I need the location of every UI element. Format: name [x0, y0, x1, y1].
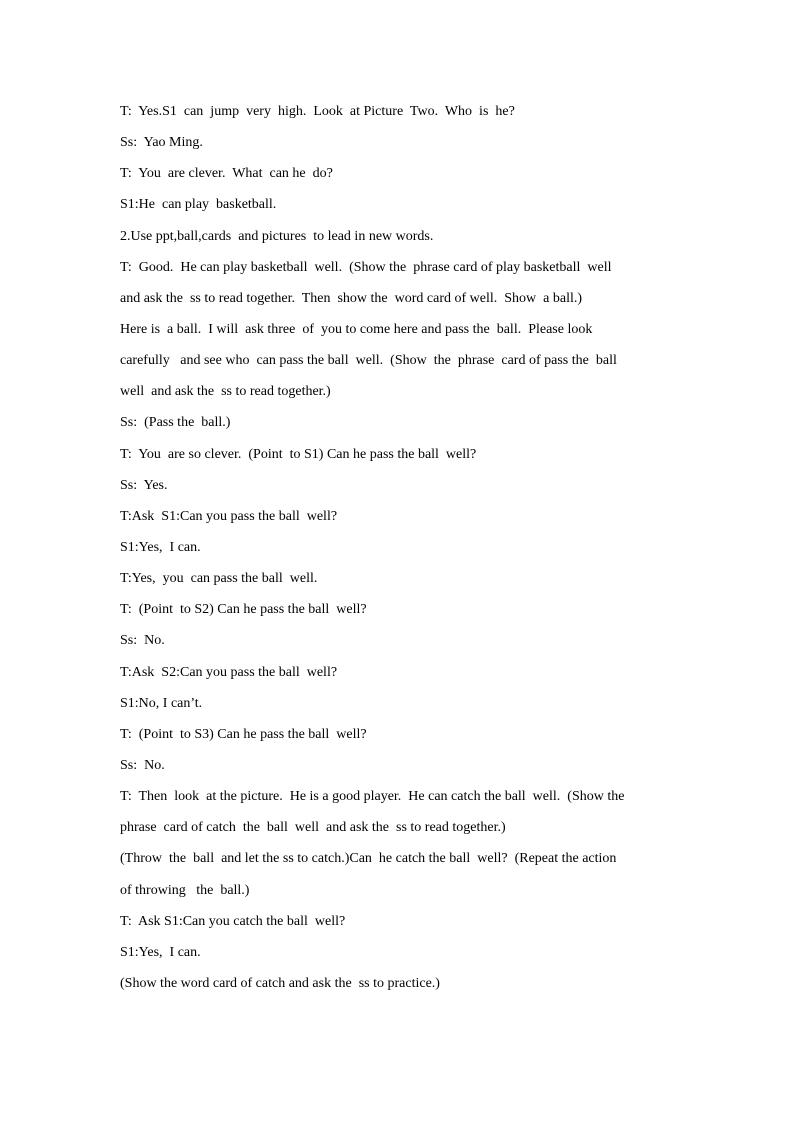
text-line: phrase card of catch the ball well and ask the ss to read together.): [120, 820, 506, 836]
text-line: T:Ask S2:Can you pass the ball well?: [120, 664, 338, 680]
text-line: S1:He can play basketball.: [120, 197, 277, 213]
text-line: (Show the word card of catch and ask the ss to practice.): [120, 975, 440, 991]
text-line: well and ask the ss to read together.): [120, 384, 331, 400]
lesson-transcript: [120, 101, 680, 1004]
text-line: 2.Use ppt,ball,cards and pictures to lead in new words.: [120, 228, 434, 244]
text-line: S1:Yes, I can.: [120, 944, 201, 960]
text-line: T: Good. He can play basketball well. (Show the phrase card of play basketball well: [120, 259, 612, 275]
text-line: Ss: Yao Ming.: [120, 135, 203, 151]
text-line: T: You are clever. What can he do?: [120, 166, 333, 182]
text-line: S1:No, I can’t.: [120, 695, 203, 711]
text-line: Ss: (Pass the ball.): [120, 415, 231, 431]
text-line: Ss: Yes.: [120, 477, 168, 493]
text-line: T: (Point to S2) Can he pass the ball well?: [120, 602, 367, 618]
text-line: S1:Yes, I can.: [120, 539, 201, 555]
text-line: T: Ask S1:Can you catch the ball well?: [120, 913, 346, 929]
text-line: of throwing the ball.): [120, 882, 250, 898]
text-line: T: You are so clever. (Point to S1) Can he pass the ball well?: [120, 446, 477, 462]
text-line: Ss: No.: [120, 633, 165, 649]
text-line: Ss: No.: [120, 757, 165, 773]
text-line: T:Yes, you can pass the ball well.: [120, 571, 318, 587]
text-line: T: Yes.S1 can jump very high. Look at Picture Two. Who is he?: [120, 104, 515, 119]
text-line: carefully and see who can pass the ball well. (Show the phrase card of pass the ball: [120, 353, 617, 369]
text-line: (Throw the ball and let the ss to catch.)Can he catch the ball well? (Repeat the action: [120, 851, 617, 867]
text-line: and ask the ss to read together. Then show the word card of well. Show a ball.): [120, 290, 583, 306]
text-line: T: (Point to S3) Can he pass the ball well?: [120, 726, 367, 742]
text-line: T:Ask S1:Can you pass the ball well?: [120, 508, 338, 524]
text-line: T: Then look at the picture. He is a good player. He can catch the ball well. (Show the: [120, 789, 625, 805]
text-line: Here is a ball. I will ask three of you to come here and pass the ball. Please look: [120, 321, 593, 337]
